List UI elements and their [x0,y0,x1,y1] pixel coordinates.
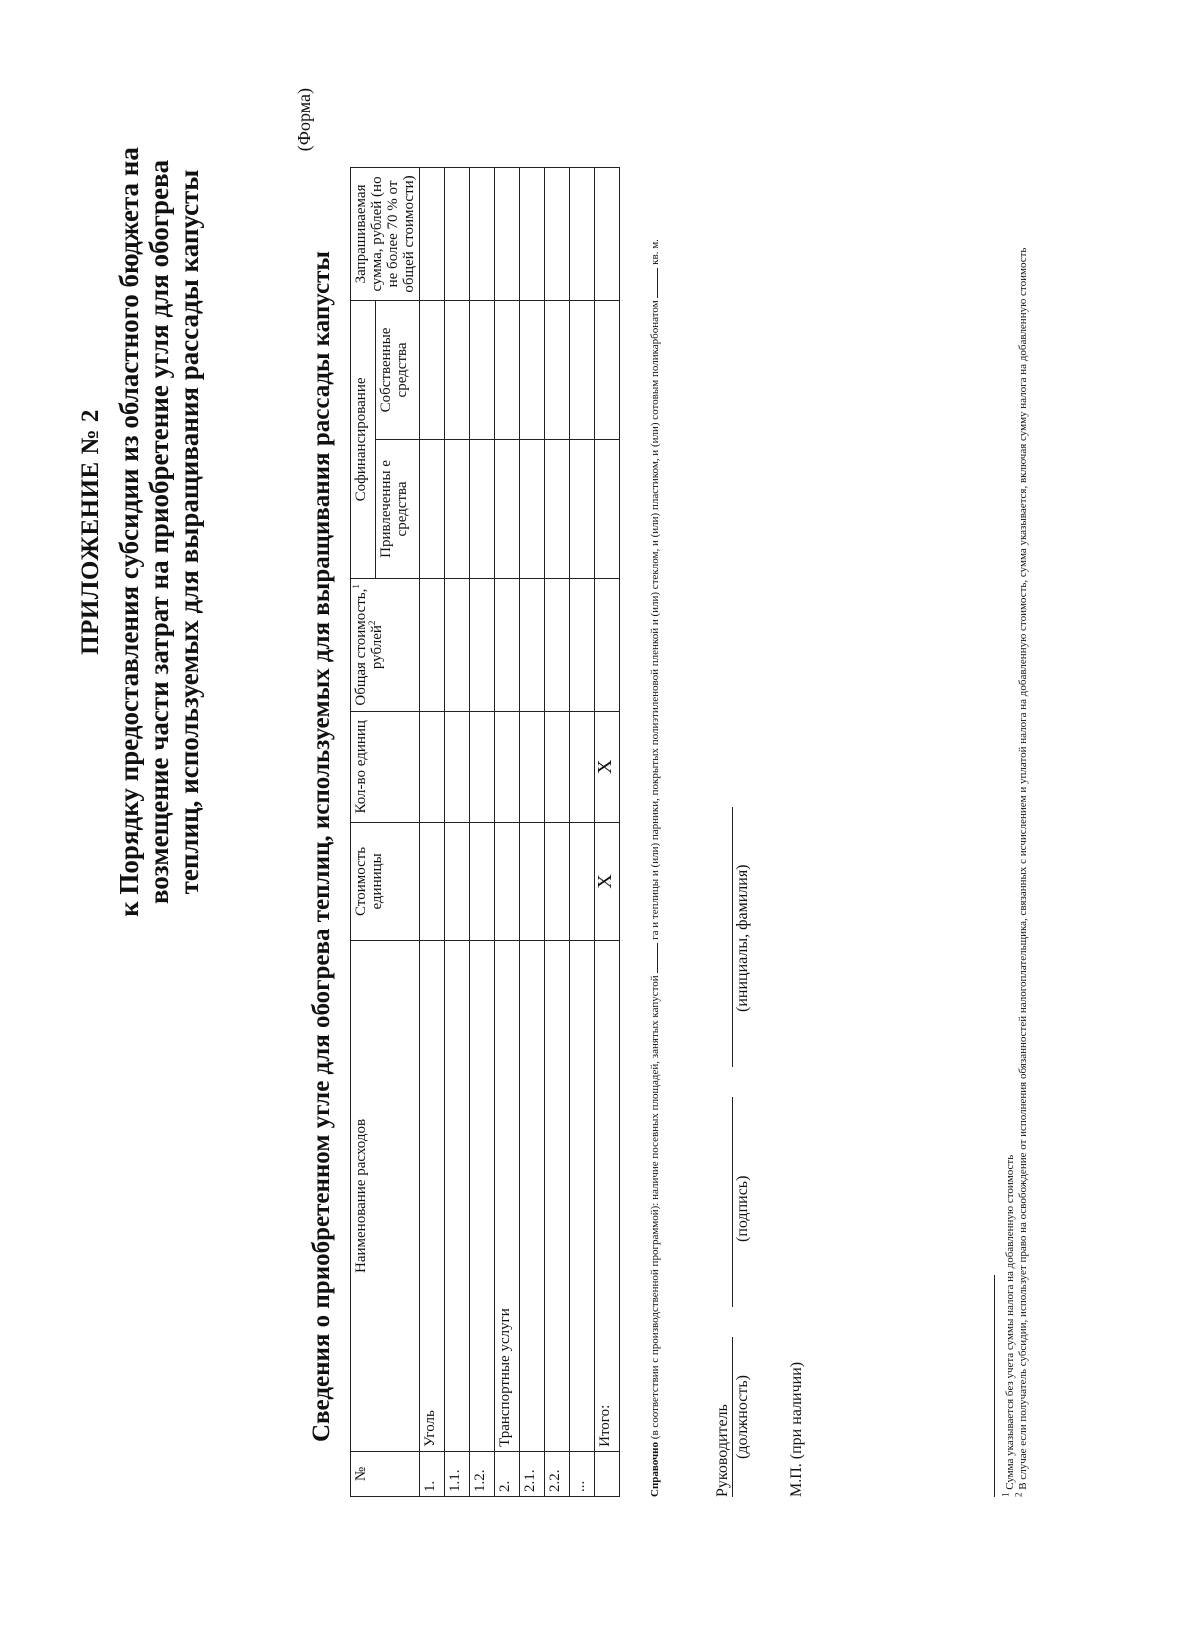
cell [420,822,445,940]
cell [495,711,520,822]
cell [595,300,620,439]
cell [470,439,495,578]
row-name: Транспортные услуги [495,941,520,1452]
table-row [495,168,520,1497]
position-caption: (должность) [734,1375,751,1459]
cell [545,168,570,301]
header-name: Наименование расходов [351,941,420,1452]
cell [420,168,445,301]
table-title: Сведения о приобретенном угле для обогрева теплиц, используемых для выращивания рассады капусты [308,251,335,1442]
table-row [545,168,570,1497]
cell [445,439,470,578]
row-name [445,941,470,1452]
position-line [732,1337,733,1497]
cell [495,822,520,940]
signature-block [714,597,805,1497]
header-total [351,578,420,711]
cell [595,1451,620,1496]
cell [470,711,495,822]
cell [420,578,445,711]
cell [545,578,570,711]
row-name [570,941,595,1452]
total-qty-x: X [595,711,620,822]
cell [595,168,620,301]
row-num: 2.1. [520,1451,545,1496]
table-header-row [351,168,376,1497]
blank-field [648,943,658,973]
cell [570,578,595,711]
cell [545,822,570,940]
cell [470,300,495,439]
total-label: Итого: [595,941,620,1452]
footnote-2-text: В случае если получатель субсидии, использует право на освобождение от исполнения обязанностей налогоплательщика, связанных с исчислением и уплатой налога на добавленную стоимость, сумма указывается, включая сумму налога на добавленную стоимость [1017,247,1029,1490]
cell [495,168,520,301]
cell [470,168,495,301]
row-num: 1.2. [470,1451,495,1496]
cell [520,168,545,301]
table-row [570,168,595,1497]
header-num: № [351,1451,420,1496]
table-row [520,168,545,1497]
footnote-2 [1013,197,1030,1497]
header-attracted: Привлеченны е средства [375,439,419,578]
row-name [470,941,495,1452]
cell [570,711,595,822]
cell [445,711,470,822]
row-num: 1.1. [445,1451,470,1496]
cell [445,822,470,940]
reference-note [648,162,662,1497]
cell [495,300,520,439]
footnote-1-mark: 1 [1000,1492,1011,1497]
row-name [545,941,570,1452]
cell [545,711,570,822]
header-total-label: Общая стоимость, [353,588,369,706]
total-unit-price-x: X [595,822,620,940]
appendix-subtitle: к Порядку предоставления субсидии из областного бюджета на возмещение части затрат на приобретение угля для обогрева теплиц, используемых для выращивания рассады капусты [114,147,204,917]
cell [470,578,495,711]
cell [570,822,595,940]
sign-line [732,1097,733,1307]
footnote-1-text: Сумма указывается без учета суммы налога на добавленную стоимость [1004,1154,1016,1490]
initials-caption: (инициалы, фамилия) [734,864,751,1012]
footnote-divider [994,1275,995,1497]
sign-caption: (подпись) [734,1175,751,1242]
form-label: (Форма) [294,88,314,152]
cell [495,578,520,711]
cell [495,439,520,578]
cell [570,439,595,578]
cell [570,168,595,301]
cell [445,578,470,711]
head-label: Руководитель [714,1404,731,1497]
table-total-row [595,168,620,1497]
expenses-table [350,167,620,1497]
footnotes [1000,197,1030,1497]
cell [545,439,570,578]
cell [520,822,545,940]
header-requested: Запрашиваемая сумма, рублей (но не более 70 % от общей стоимости) [351,168,420,301]
header-qty: Кол-во единиц [351,711,420,822]
blank-field [648,268,658,298]
cell [520,711,545,822]
table-row [420,168,445,1497]
appendix-title: ПРИЛОЖЕНИЕ № 2 [77,409,104,655]
cell [545,300,570,439]
document-page [50,82,1110,1562]
cell [520,578,545,711]
table-row [445,168,470,1497]
header-total-unit: рублей [369,625,385,670]
row-num: 2.2. [545,1451,570,1496]
note-bold-label: Справочно [649,1441,661,1497]
footnote-2-mark: 2 [1013,1492,1024,1497]
cell [445,168,470,301]
header-unit-price: Стоимость единицы [351,822,420,940]
cell [595,439,620,578]
cell [570,300,595,439]
initials-line [732,807,733,1067]
header-cofinancing: Софинансирование [351,300,376,578]
cell [470,822,495,940]
row-name: Уголь [420,941,445,1452]
note-text-2: га и теплицы и (или) парники, покрытых полиэтиленовой пленкой и (или) стеклом, и (или) пластиком, и (или) сотовым поликарбонатом [649,300,661,940]
cell [420,711,445,822]
stamp-label: М.П. (при наличии) [788,1361,805,1497]
row-num: 2. [495,1451,520,1496]
signature-lines [732,597,805,1497]
cell [520,439,545,578]
header-own: Собственные средства [375,300,419,439]
cell [445,300,470,439]
note-text-3: кв. м. [649,239,661,265]
cell [420,439,445,578]
table-row [470,168,495,1497]
footnote-ref-2: 2 [367,620,377,626]
row-num: 1. [420,1451,445,1496]
cell [420,300,445,439]
row-name [520,941,545,1452]
document-heading [76,122,204,942]
row-num: ... [570,1451,595,1496]
cell [520,300,545,439]
footnote-ref-1: 1 [351,584,361,589]
cell [595,578,620,711]
footnote-1 [1000,197,1017,1497]
note-text-1: (в соответствии с производственной программой): наличие посевных площадей, занятых капустой [649,975,661,1442]
